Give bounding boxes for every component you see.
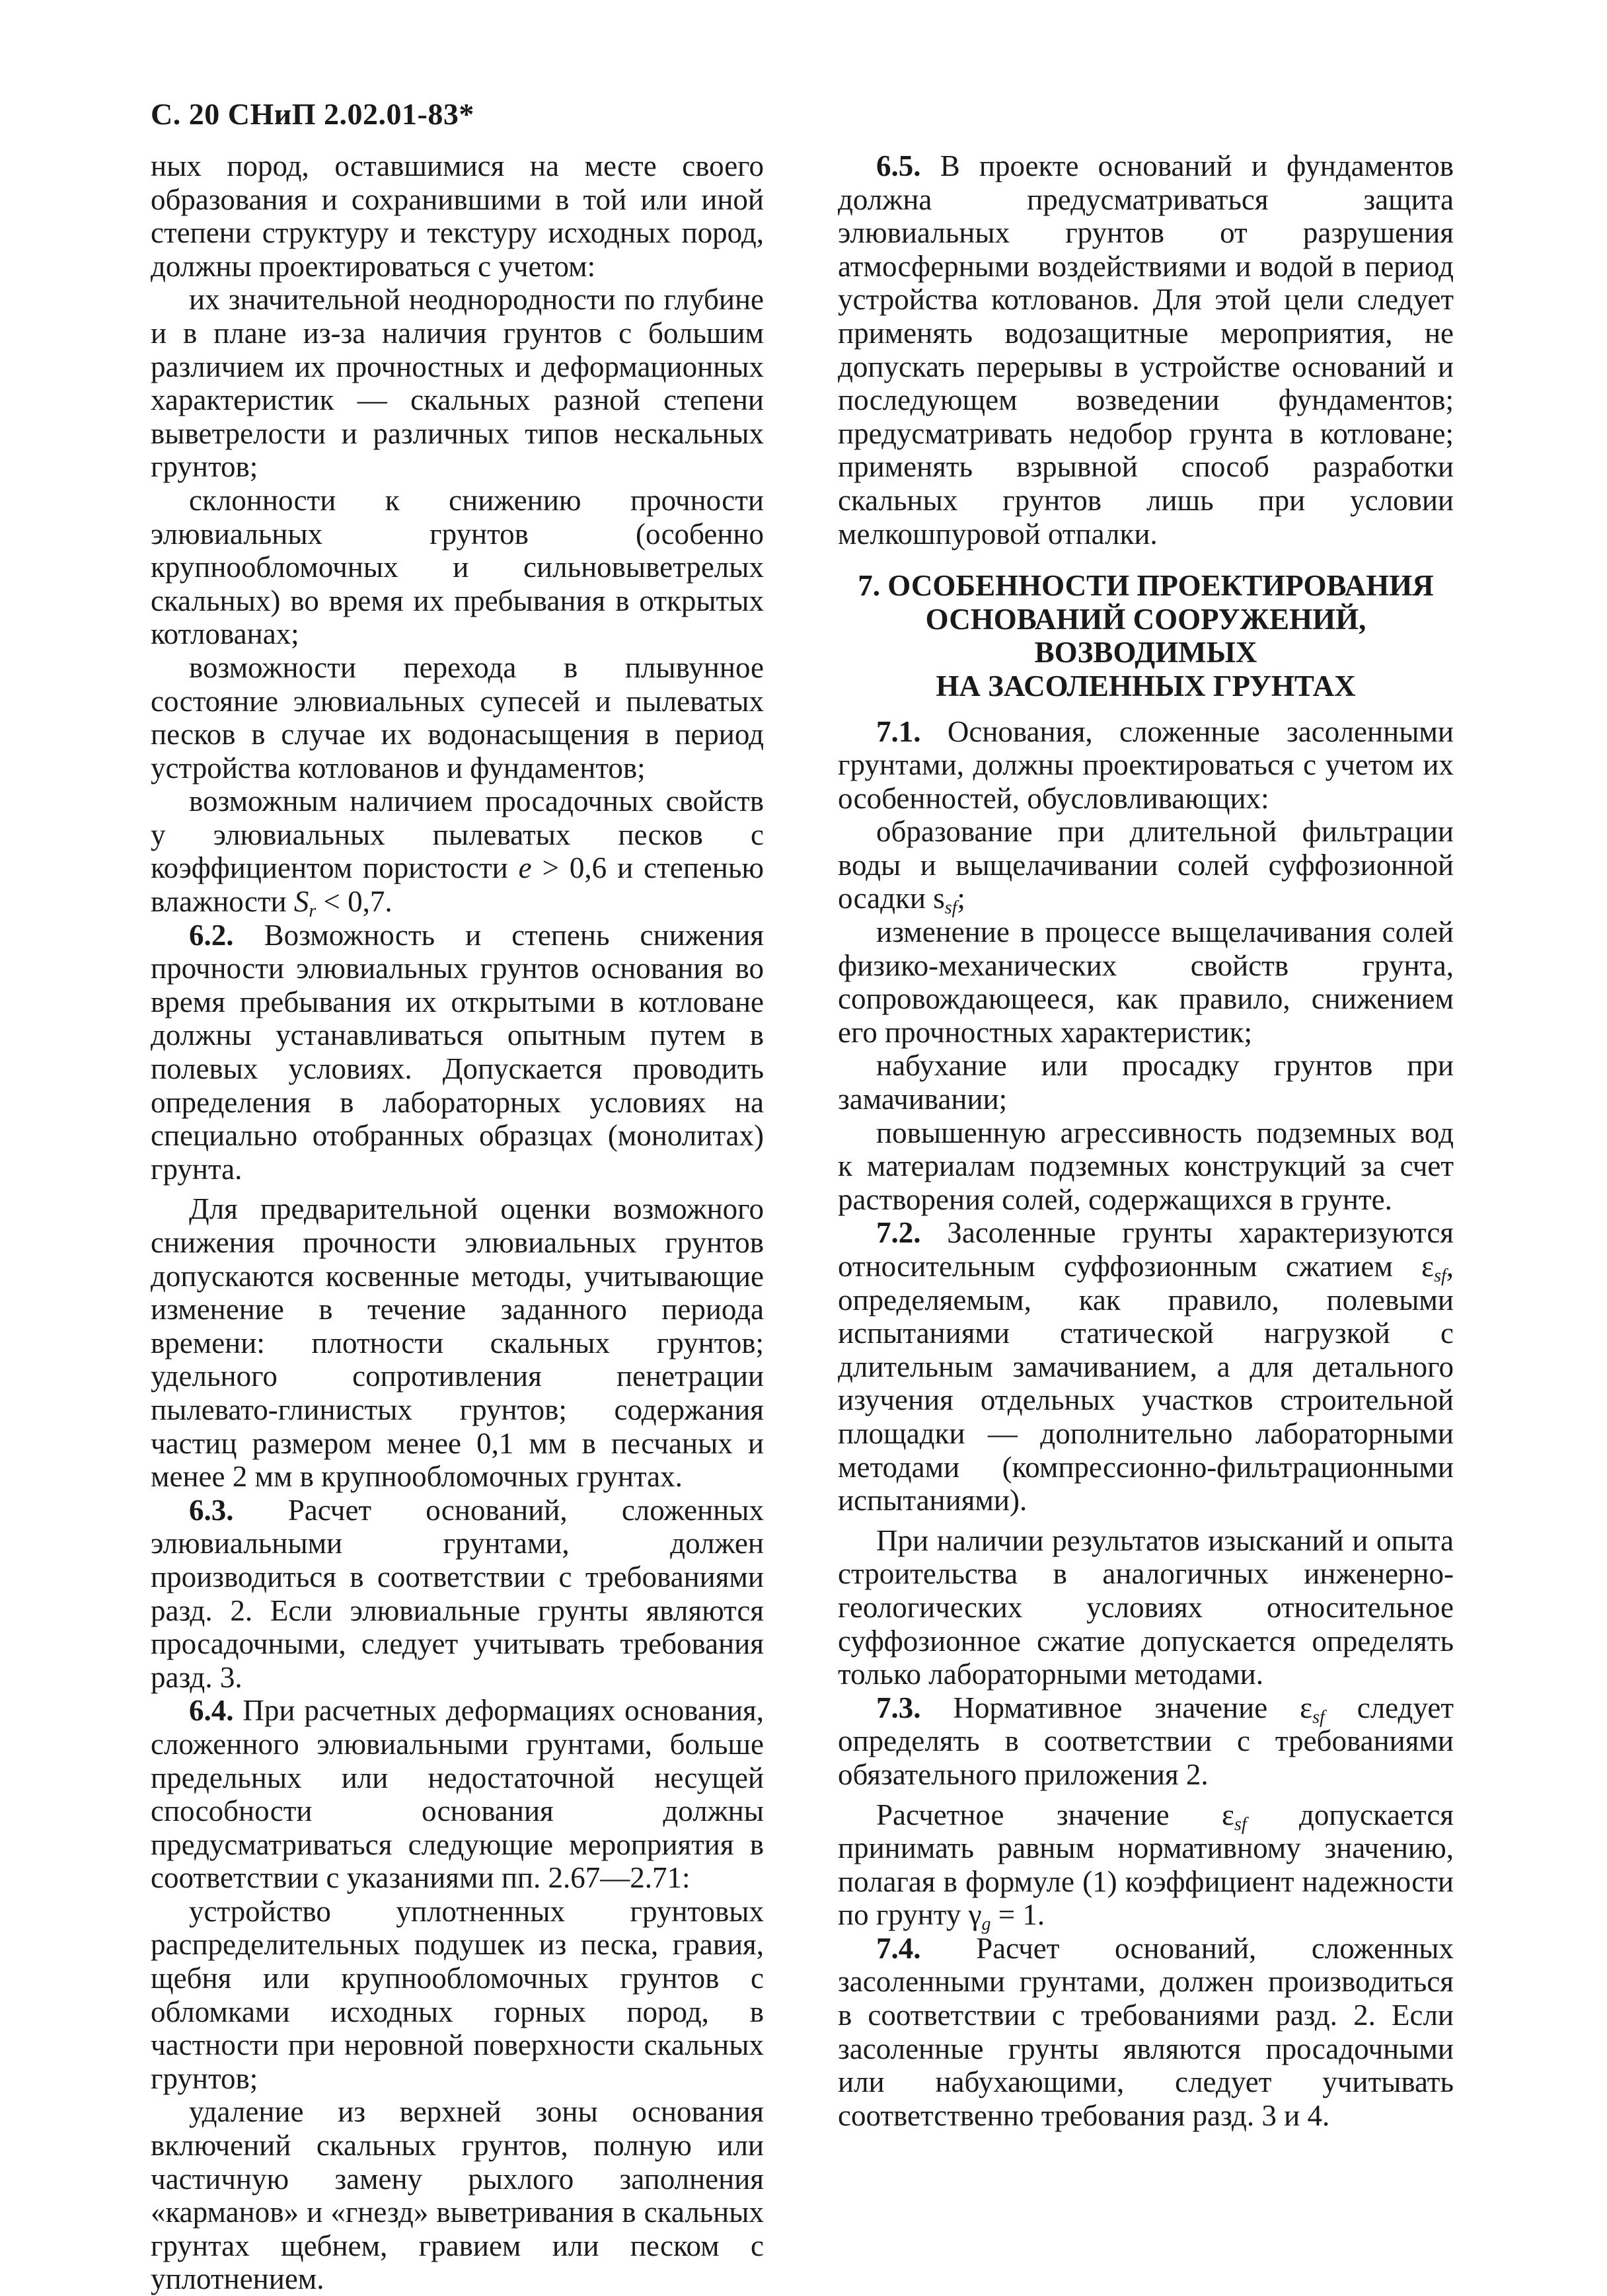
paragraph [838,915,1454,1049]
paragraph [151,283,764,484]
paragraph [151,1494,764,1695]
subscript: sf [1434,1266,1446,1286]
paragraph [838,1116,1454,1217]
paragraph-text: их значительной неоднородности по глубине и в плане из-за наличия грунтов с большим различием их прочностных и деформационных характеристик — скальных разной степени выветрелости и различных типов нескальных грунтов; [151,283,764,484]
paragraph-text: ных пород, оставшимися на месте своего образования и сохранившими в той или иной степени структуру и текстуру исходных пород, должны проектироваться с учетом: [151,149,764,283]
paragraph-text-tail: следует определять в соответствии с требованиями обязательного приложения 2. [838,1691,1454,1791]
paragraph-text: возможности перехода в плывунное состояние элювиальных супесей и пылеватых песков в случае их водонасыщения в период устройства котлованов и фундаментов; [151,650,764,784]
subscript: sf [1234,1814,1247,1835]
paragraph [151,1895,764,2096]
heading-line: ВОЗВОДИМЫХ [1034,636,1257,670]
paragraph-text: образование при длительной фильтрации воды и выщелачивании солей суффозионной осадки s [838,815,1454,915]
subscript: g [981,1914,991,1935]
paragraph-text: набухание или просадку грунтов при замачивании; [838,1049,1454,1116]
paragraph [151,2095,764,2296]
paragraph [151,484,764,651]
page-header: С. 20 СНиП 2.02.01-83* [151,97,474,131]
formula-porosity: e > 0,6 и степенью влажности [151,851,764,919]
clause-number: 6.5. [876,149,921,182]
paragraph-text: В проекте оснований и фундаментов должна предусматриваться защита элювиальных грунтов от разрушения атмосферными воздействиями и водой в период устройства котлованов. Для этой цели следует применять водозащитные мероприятия, не допускать перерывы в устройстве оснований и последующем возведении фундаментов; предусматривать недобор грунта в котловане; применять взрывной способ разработки скальных грунтов лишь при условии мелкошпуровой отпалки. [838,149,1454,551]
heading-line: 7. ОСОБЕННОСТИ ПРОЕКТИРОВАНИЯ [858,569,1434,603]
clause-number: 6.4. [189,1694,234,1728]
paragraph-text: Для предварительной оценки возможного снижения прочности элювиальных грунтов допускаются косвенные методы, учитывающие изменение в течение заданного периода времени: плотности скальных грунтов; удельного сопротивления пенетрации пылевато-глинистых грунтов; содержания частиц размером менее 0,1 мм в песчаных и менее 2 мм в крупнообломочных грунтах. [151,1192,764,1494]
clause-number: 6.2. [189,918,234,952]
clause-number: 7.2. [876,1216,921,1250]
paragraph [838,1049,1454,1116]
section-heading [838,569,1454,703]
formula-symbol: S [293,885,309,919]
paragraph-text: Возможность и степень снижения прочности элювиальных грунтов основания во время пребывания их открытыми в котловане должны устанавливаться опытным путем в полевых условиях. Допускается проводить определения в лабораторных условиях на специально отобранных образцах (монолитах) грунта. [151,918,765,1186]
paragraph [838,815,1454,919]
clause-number: 6.3. [189,1493,234,1527]
paragraph-text: возможным наличием просадочных свойств у элювиальных пылеватых песков с коэффициентом пористости [151,784,764,885]
paragraph-text: Основания, сложенные засоленными грунтами, должны проектироваться с учетом их особенностей, обусловливающих: [838,714,1454,815]
heading-line: НА ЗАСОЛЕННЫХ ГРУНТАХ [936,669,1356,703]
paragraph-text: При наличии результатов изысканий и опыта строительства в аналогичных инженерно-геологических условиях относительное суффозионное сжатие допускается определять только лабораторными методами. [838,1523,1454,1691]
paragraph [838,149,1454,551]
paragraph-text: Нормативное значение ε [953,1691,1313,1724]
paragraph-text: Засоленные грунты характеризуются относительным суффозионным сжатием ε [838,1216,1454,1283]
paragraph-text: склонности к снижению прочности элювиальных грунтов (особенно крупнообломочных и сильновыветрелых скальных) во время их пребывания в открытых котлованах; [151,483,764,651]
subscript: sf [944,898,957,919]
paragraph-text: изменение в процессе выщелачивания солей физико-механических свойств грунта, сопровождающееся, как правило, снижением его прочностных характеристик; [838,915,1454,1049]
paragraph [838,1216,1454,1517]
paragraph [838,1932,1454,2133]
clause-number: 7.1. [876,714,921,748]
paragraph-text-tail: , определяемым, как правило, полевыми испытаниями статической нагрузкой с длительным замачиванием, а для детального изучения отдельных участков строительной площадки — дополнительно лабораторными методами (компрессионно-фильтрационными испытаниями). [838,1250,1454,1517]
paragraph-text-tail: ; [957,882,965,915]
left-column [151,149,764,2296]
paragraph-text: удаление из верхней зоны основания включений скальных грунтов, полную или частичную замену рыхлого заполнения «карманов» и «гнезд» выветривания в скальных грунтах щебнем, гравием или песком с уплотнением. [151,2095,764,2296]
subscript: sf [1312,1706,1325,1728]
paragraph [151,651,764,784]
heading-line: ОСНОВАНИЙ СООРУЖЕНИЙ, [925,602,1366,636]
clause-number: 7.4. [876,1931,921,1965]
paragraph-text: устройство уплотненных грунтовых распределительных подушек из песка, гравия, щебня или крупнообломочных грунтов с обломками исходных горных пород, в частности при неровной поверхности скальных грунтов; [151,1894,764,2095]
paragraph [151,149,764,283]
paragraph-text: Расчетное значение ε [876,1798,1234,1831]
paragraph-text-tail: = 1. [990,1898,1045,1932]
paragraph [838,1524,1454,1691]
paragraph-text: Расчет оснований, сложенных элювиальными грунтами, должен производиться в соответствии с требованиями разд. 2. Если элювиальные грунты являются просадочными, следует учитывать требования разд. 3. [151,1493,765,1694]
paragraph-text: Расчет оснований, сложенных засоленными грунтами, должен производиться в соответствии с требованиями разд. 2. Если засоленные грунты являются просадочными или набухающими, следует учитывать соответственно требования разд. 3 и 4. [838,1931,1454,2132]
paragraph [151,1192,764,1493]
paragraph [151,784,764,922]
paragraph-text-tail: допускается принимать равным нормативному значению, полагая в формуле (1) коэффициент надежности по грунту γ [838,1798,1454,1932]
subscript: r [309,901,317,922]
paragraph-text: повышенную агрессивность подземных вод к материалам подземных конструкций за счет растворения солей, содержащихся в грунте. [838,1116,1454,1216]
paragraph-text: При расчетных деформациях основания, сложенного элювиальными грунтами, больше предельных или недостаточной несущей способности основания должны предусматриваться следующие мероприятия в соответствии с указаниями пп. 2.67—2.71: [151,1694,765,1895]
formula-tail: < 0,7. [316,885,392,919]
clause-number: 7.3. [876,1691,921,1724]
paragraph [838,1691,1454,1792]
paragraph [838,1798,1454,1935]
paragraph [151,1694,764,1895]
paragraph [838,715,1454,816]
right-column [838,149,1454,2132]
paragraph [151,919,764,1186]
